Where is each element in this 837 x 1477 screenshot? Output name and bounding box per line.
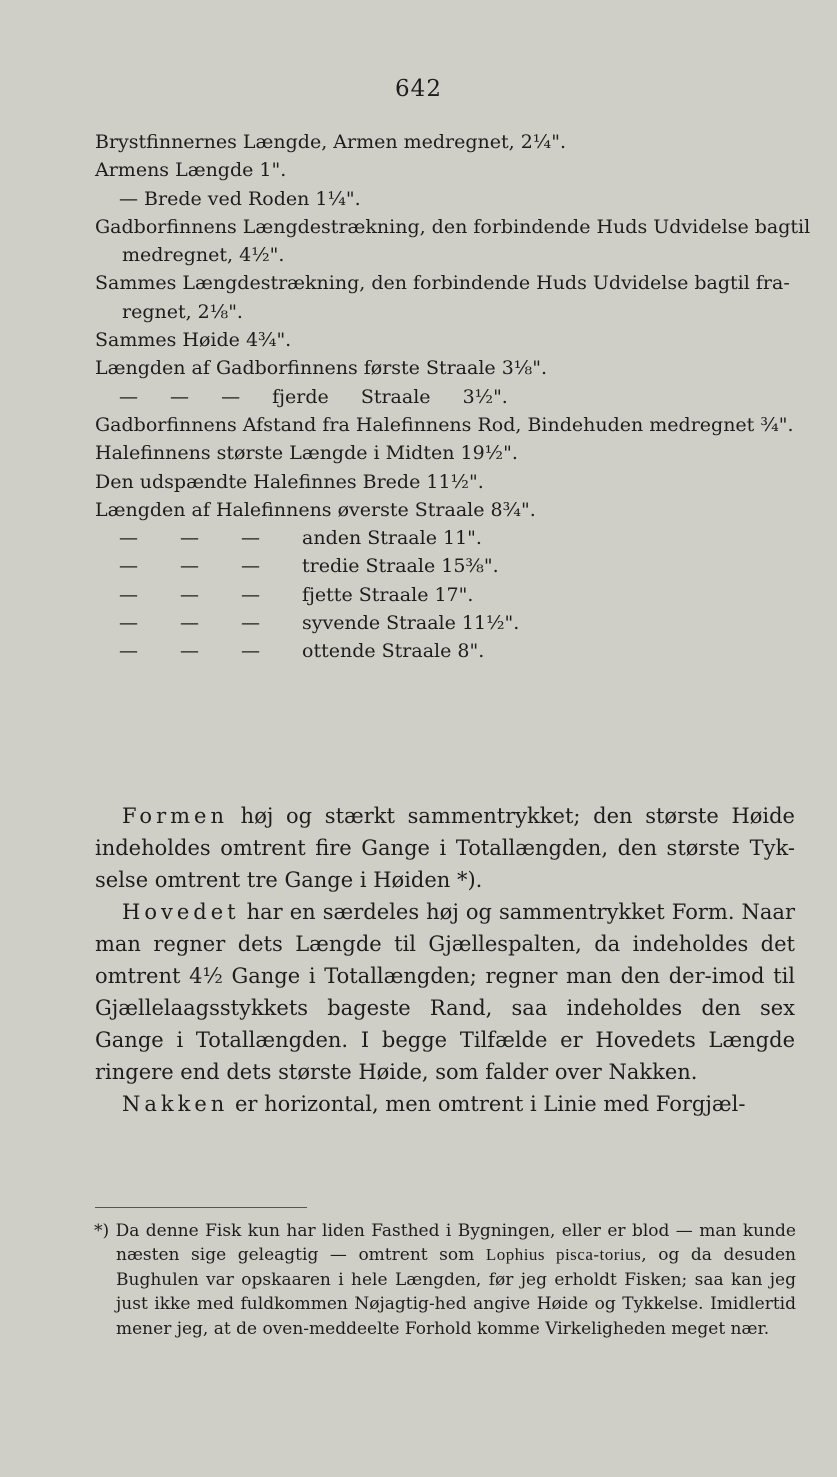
measure-line: Halefinnens største Længde i Midten 19½". [95, 442, 518, 465]
ditto-dash: — [241, 583, 260, 606]
measure-line: regnet, 2⅛". [122, 300, 243, 323]
measure-text: tredie Straale 15⅜". [302, 555, 499, 578]
measure-line: Den udspændte Halefinnes Brede 11½". [95, 470, 484, 493]
ditto-dash: — [119, 527, 138, 550]
ditto-dash: — [180, 612, 199, 635]
ditto-dash: — [119, 640, 138, 663]
measure-line [95, 637, 815, 665]
ditto-dash: — [180, 640, 199, 663]
ditto-dash: — [180, 583, 199, 606]
ditto-dash: — [241, 527, 260, 550]
measure-line [95, 524, 815, 552]
measure-line: Armens Længde 1". [95, 159, 287, 182]
measure-line: Sammes Længdestrækning, den forbindende Huds Udvidelse bagtil fra- [95, 272, 790, 295]
paragraph-lead: Formen [122, 804, 228, 828]
ditto-dash: — [180, 527, 199, 550]
footnote-text: , og da desuden Bughulen var opskaaren i hele Længden, før jeg erholdt Fisken; saa kan jeg just ikke med fuldkommen Nøjagtig-hed angive Høide og Tykkelse. Imidlertid mener jeg, at de oven-meddeelte Forhold komme Virkeligheden meget nær. [116, 1245, 796, 1339]
measure-text: fjette Straale 17". [302, 583, 474, 606]
paragraph-form [95, 800, 795, 896]
measure-line [95, 581, 815, 609]
measure-line: Brystfinnernes Længde, Armen medregnet, 2¼". [95, 131, 567, 153]
measure-text: ottende Straale 8". [302, 640, 485, 663]
measure-line: Gadborfinnens Længdestrækning, den forbindende Huds Udvidelse bagtil [95, 215, 811, 238]
page-number: 642 [395, 76, 442, 102]
paragraph-text: har en særdeles høj og sammentrykket Form. Naar man regner dets Længde til Gjællespalten, da indeholdes det omtrent 4½ Gange i Totallængden; regner man den der-imod til Gjællelaagsstykkets bageste Rand, saa indeholdes den sex Gange i Totallængden. I begge Tilfælde er Hovedets Længde ringere end dets største Høide, som falder over Nakken. [95, 900, 795, 1084]
measure-line [95, 609, 815, 637]
measure-line: Længden af Gadborfinnens første Straale 3⅛". [95, 357, 547, 380]
ditto-dash: — [119, 583, 138, 606]
measure-line: Gadborfinnens Afstand fra Halefinnens Rod, Bindehuden medregnet ¾". [95, 413, 794, 436]
ditto-dash: — [241, 555, 260, 578]
ditto-dash: — [119, 555, 138, 578]
measure-text: syvende Straale 11½". [302, 612, 520, 635]
measure-line: medregnet, 4½". [122, 244, 285, 267]
paragraph-head [95, 896, 795, 1088]
paragraph-lead: Hovedet [122, 900, 240, 924]
ditto-dash: — [180, 555, 199, 578]
footnote-text: Da denne Fisk kun har liden Fasthed i Bygningen, eller er blod — man kunde næsten sige geleagtig — omtrent som [115, 1221, 796, 1266]
paragraph-lead: Nakken [122, 1092, 229, 1116]
ditto-dash: — [119, 612, 138, 635]
measure-line: Længden af Halefinnens øverste Straale 8¾". [95, 498, 536, 521]
measure-line: — — — fjerde Straale 3½". [119, 385, 508, 408]
footnote [94, 1219, 796, 1341]
body-text [95, 800, 795, 1120]
ditto-dash: — [241, 612, 260, 635]
measure-line [95, 552, 815, 580]
footnote-latin-name: Lophius pisca-torius [485, 1245, 642, 1265]
footnote-divider [95, 1207, 307, 1208]
measurement-list [95, 128, 815, 666]
footnote-mark: *) [94, 1221, 110, 1241]
paragraph-text: høj og stærkt sammentrykket; den største Høide indeholdes omtrent fire Gange i Totallængden, den største Tyk-selse omtrent tre Gange i Høiden *). [95, 804, 795, 892]
ditto-dash: — [241, 640, 260, 663]
measure-line: Sammes Høide 4¾". [95, 329, 292, 352]
paragraph-neck [95, 1088, 795, 1120]
paragraph-text: er horizontal, men omtrent i Linie med Forgjæl- [228, 1092, 746, 1116]
measure-line: — Brede ved Roden 1¼". [119, 187, 361, 210]
measure-text: anden Straale 11". [302, 527, 482, 550]
